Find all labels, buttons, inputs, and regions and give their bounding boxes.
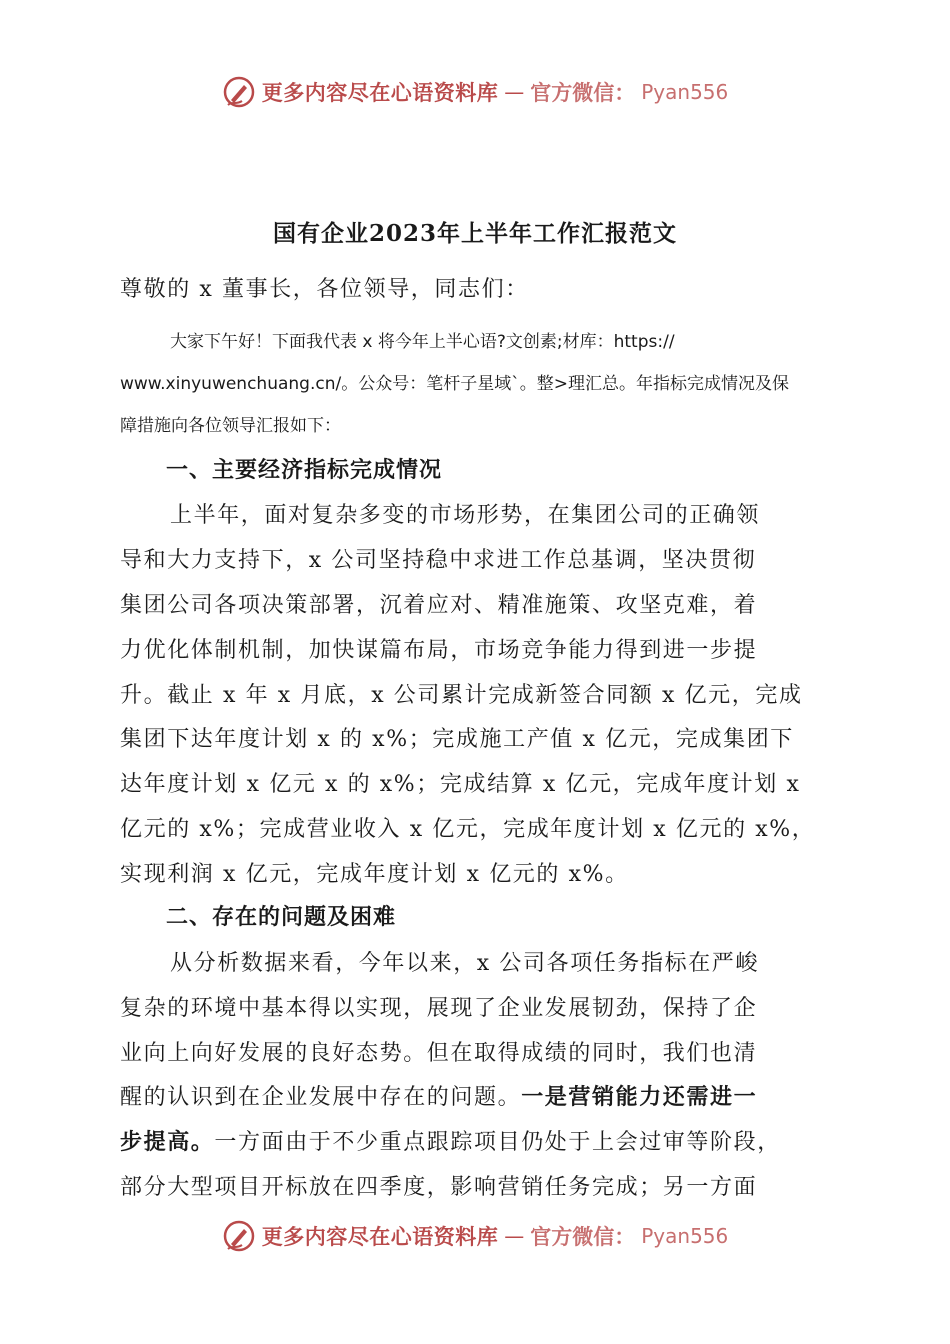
header-watermark-banner	[0, 70, 950, 114]
banner-wechat-label: 官方微信：	[530, 80, 636, 105]
section2-heading: 二、存在的问题及困难	[166, 904, 397, 930]
intro-line-3: 障措施向各位领导汇报如下：	[120, 416, 341, 436]
section1-line-4: 力优化体制机制，加快谋篇布局，市场竞争能力得到进一步提	[120, 638, 758, 663]
banner-wechat-label: 官方微信：	[530, 1224, 636, 1249]
banner-dash: —	[504, 1224, 525, 1248]
banner-wechat-id: Pyan556	[641, 1224, 729, 1248]
banner-wechat-id: Pyan556	[641, 80, 729, 104]
banner-dash: —	[504, 80, 525, 104]
section2-line-6: 部分大型项目开标放在四季度，影响营销任务完成；另一方面	[120, 1175, 758, 1200]
footer-watermark-banner	[0, 1214, 950, 1258]
section2-line-4	[120, 1080, 832, 1111]
section1-heading: 一、主要经济指标完成情况	[166, 457, 443, 483]
intro-line-1: 大家下午好！下面我代表 x 将今年上半心语?文创素;材库：https://	[170, 332, 675, 352]
section1-line-7: 达年度计划 x 亿元 x 的 x%；完成结算 x 亿元，完成年度计划 x	[120, 772, 801, 797]
section2-line-1: 从分析数据来看，今年以来，x 公司各项任务指标在严峻	[170, 951, 760, 976]
section2-line-5	[120, 1125, 832, 1156]
banner-main-text: 更多内容尽在心语资料库	[261, 80, 499, 105]
section1-line-5: 升。截止 x 年 x 月底，x 公司累计完成新签合同额 x 亿元，完成	[120, 683, 803, 708]
section1-line-8: 亿元的 x%；完成营业收入 x 亿元，完成年度计划 x 亿元的 x%，	[120, 817, 816, 842]
section1-line-1: 上半年，面对复杂多变的市场形势，在集团公司的正确领	[170, 503, 761, 528]
pen-logo-icon	[222, 1219, 256, 1253]
section2-line-3: 业向上向好发展的良好态势。但在取得成绩的同时，我们也清	[120, 1041, 758, 1066]
section1-line-6: 集团下达年度计划 x 的 x%；完成施工产值 x 亿元，完成集团下	[120, 727, 794, 752]
section2-line-5-plain: 一方面由于不少重点跟踪项目仍处于上会过审等阶段，	[214, 1130, 781, 1155]
section2-line-4-bold: 一是营销能力还需进一	[521, 1084, 758, 1110]
pen-logo-icon	[222, 75, 256, 109]
section1-line-2: 导和大力支持下，x 公司坚持稳中求进工作总基调，坚决贯彻	[120, 548, 757, 573]
section2-line-5-bold: 步提高。	[120, 1129, 215, 1155]
intro-line-2: www.xinyuwenchuang.cn/。公众号：笔杆子星域`。整>理汇总。年指标完成情况及保	[120, 374, 789, 394]
banner-main-text: 更多内容尽在心语资料库	[261, 1224, 499, 1249]
page-title: 国有企业2023年上半年工作汇报范文	[272, 220, 677, 247]
section2-line-4-plain: 醒的认识到在企业发展中存在的问题。	[120, 1085, 522, 1110]
section1-line-9: 实现利润 x 亿元，完成年度计划 x 亿元的 x%。	[120, 862, 629, 887]
section2-line-2: 复杂的环境中基本得以实现，展现了企业发展韧劲，保持了企	[120, 996, 758, 1021]
section1-line-3: 集团公司各项决策部署，沉着应对、精准施策、攻坚克难，着	[120, 593, 758, 618]
greeting: 尊敬的 x 董事长，各位领导，同志们：	[120, 277, 529, 302]
